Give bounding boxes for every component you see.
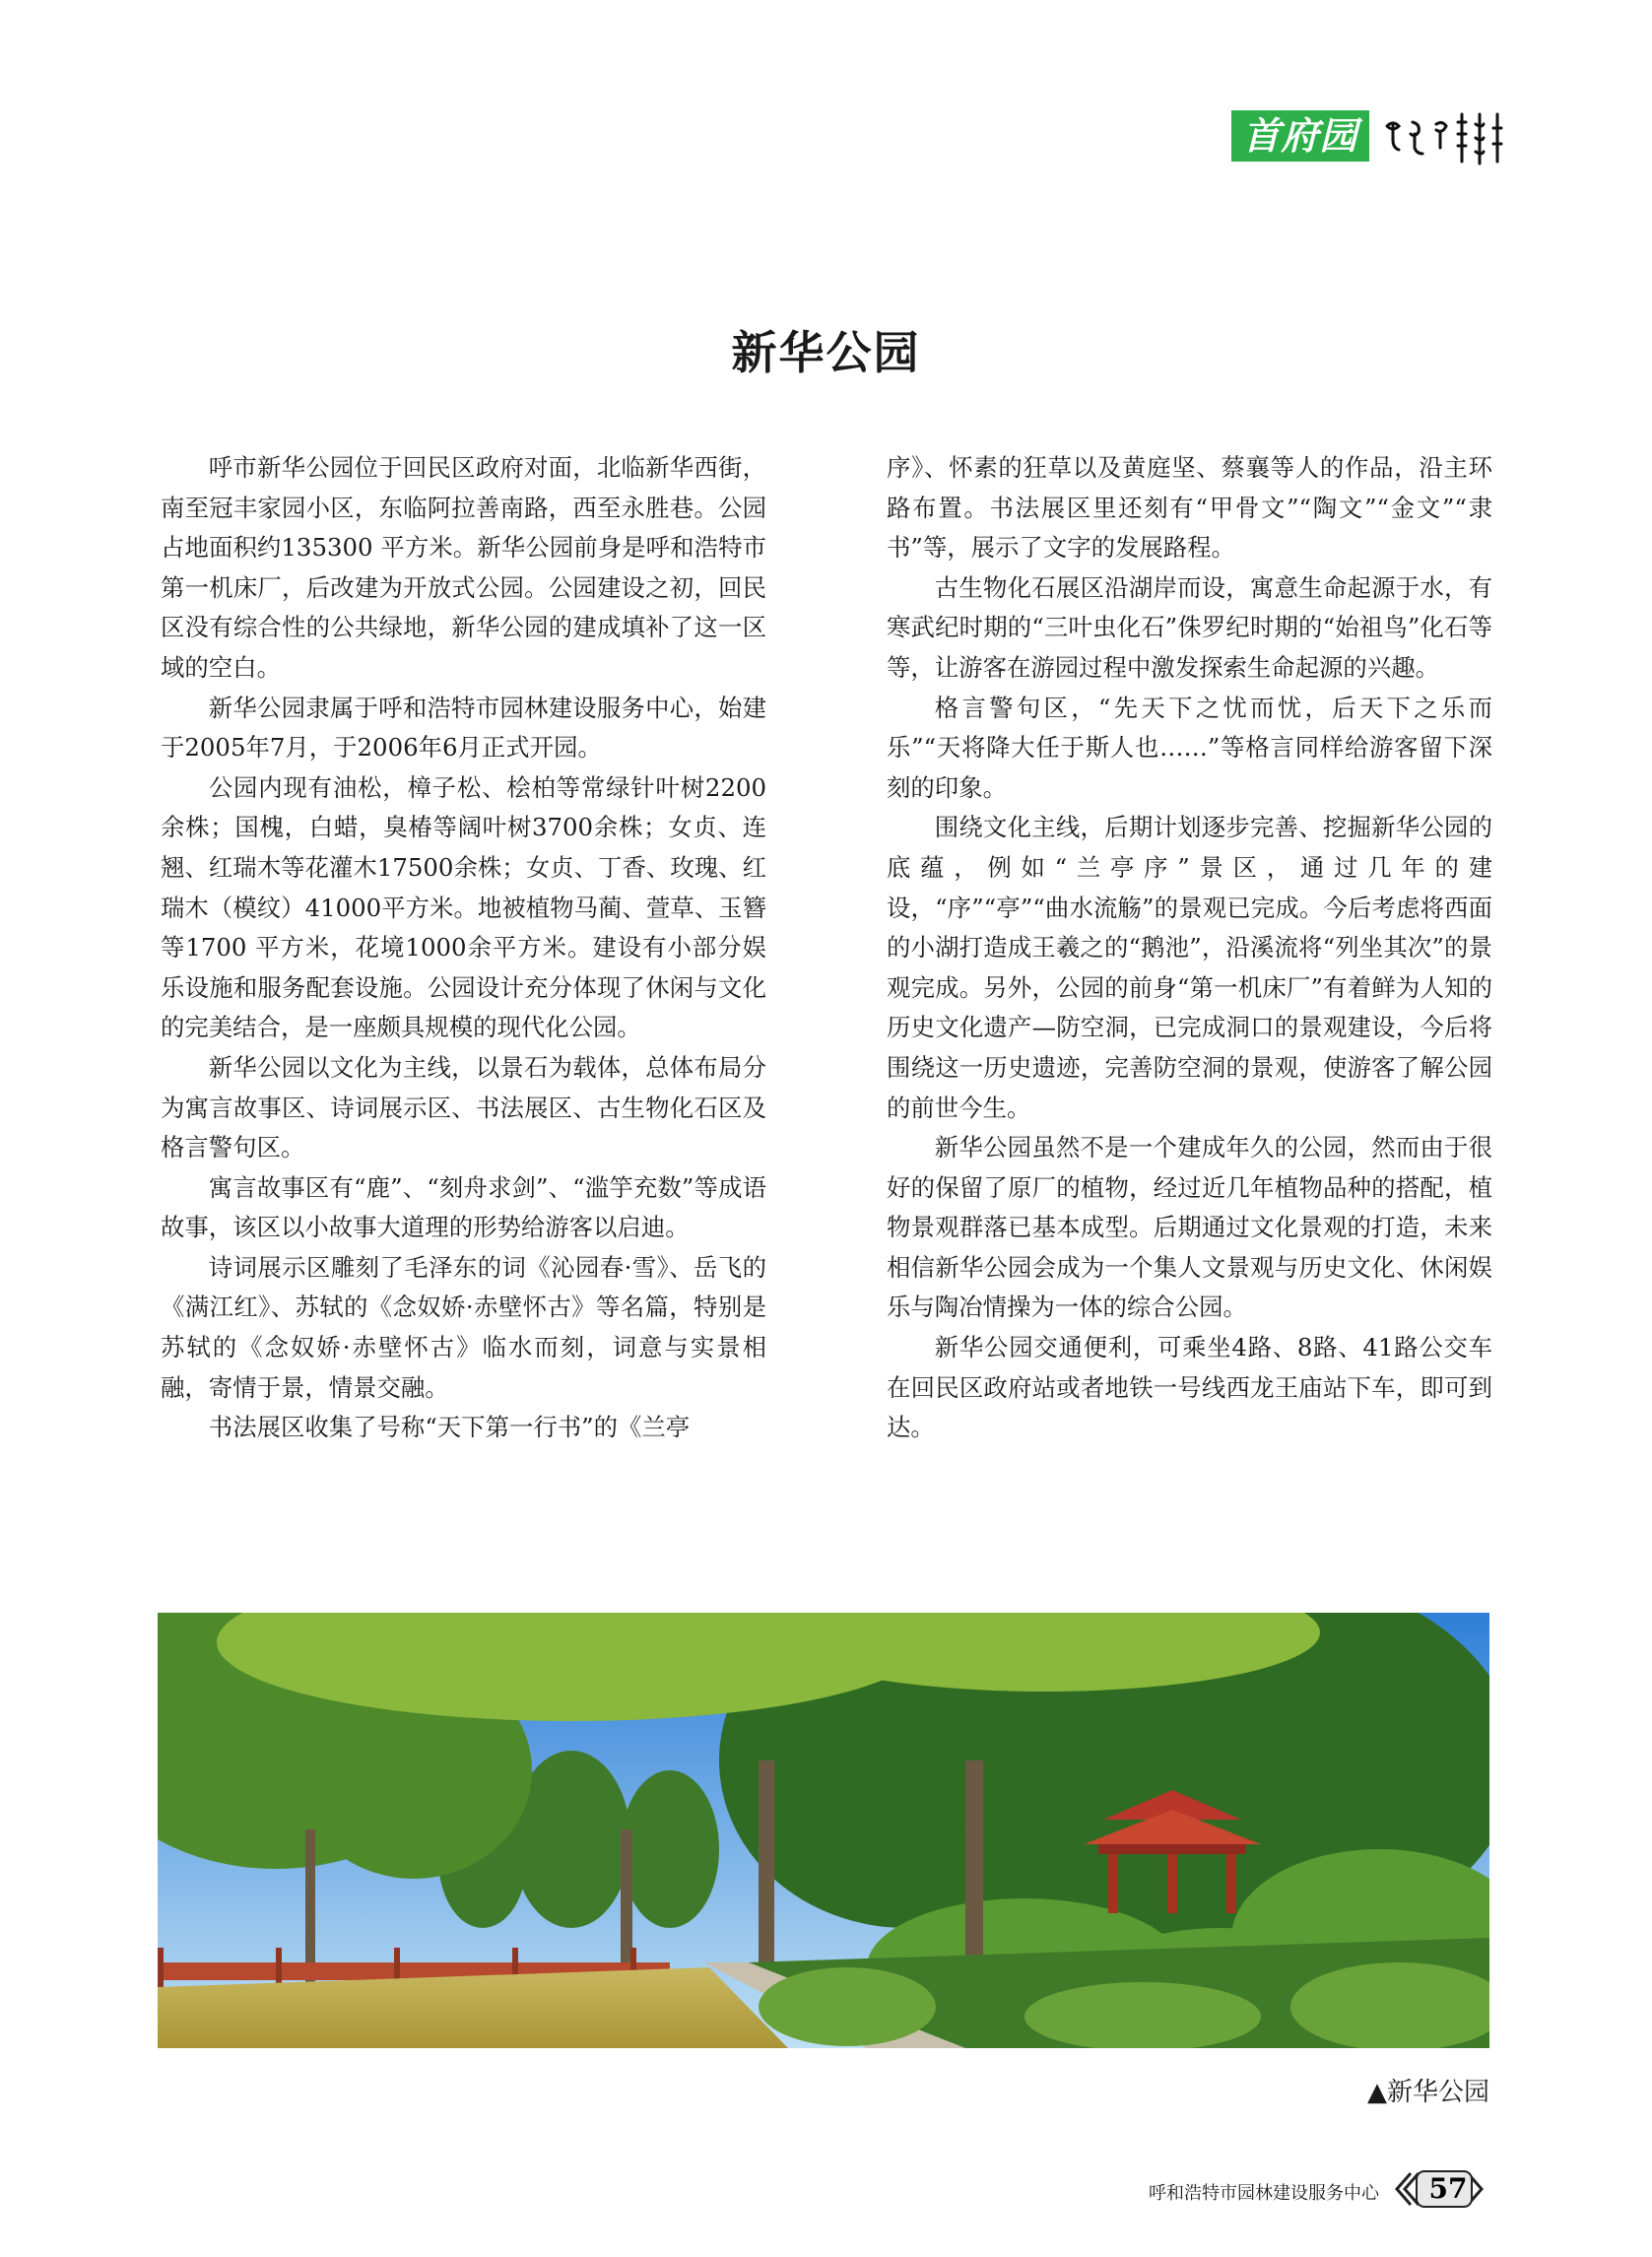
paragraph: 书法展区收集了号称“天下第一行书”的《兰亭	[208, 1413, 691, 1442]
page-number-badge	[1389, 2167, 1497, 2211]
paragraph: 古生物化石展区沿湖岸而设，寓意生命起源于水，有寒武纪时期的“三叶虫化石”侏罗纪时期的“始祖鸟”化石等等，让游客在游园过程中激发探索生命起源的兴趣。	[887, 572, 1492, 682]
paragraph: 诗词展示区雕刻了毛泽东的词《沁园春·雪》、岳飞的《满江红》、苏轼的《念奴娇·赤壁怀古》等名篇，特别是苏轼的《念奴娇·赤壁怀古》临水而刻，词意与实景相融，寄情于景，情景交融。	[161, 1252, 766, 1402]
paragraph: 公园内现有油松，樟子松、桧柏等常绿针叶树2200余株；国槐，白蜡，臭椿等阔叶树3700余株；女贞、连翘、红瑞木等花灌木17500余株；女贞、丁香、玫瑰、红瑞木（模纹）41000平方米。地被植物马蔺、萱草、玉簪等1700 平方米，花境1000余平方米。建设有小部分娱乐设施和服务配套设施。公园设计充分体现了休闲与文化的完美结合，是一座颇具规模的现代化公园。	[161, 772, 766, 1042]
page-title: 新华公园	[731, 326, 921, 379]
section-badge: 首府园林	[1231, 110, 1369, 162]
right-column	[887, 448, 1492, 1448]
mongolian-script-icon	[1379, 108, 1507, 167]
paragraph: 呼市新华公园位于回民区政府对面，北临新华西街，南至冠丰家园小区，东临阿拉善南路，西至永胜巷。公园占地面积约135300 平方米。新华公园前身是呼和浩特市第一机床厂，后改建为开放式公园。公园建设之初，回民区没有综合性的公共绿地，新华公园的建成填补了这一区域的空白。	[161, 453, 766, 682]
left-column	[161, 448, 766, 1448]
paragraph: 格言警句区，“先天下之忧而忧，后天下之乐而乐”“天将降大任于斯人也……”等格言同样给游客留下深刻的印象。	[887, 693, 1492, 802]
paragraph: 围绕文化主线，后期计划逐步完善、挖掘新华公园的底蕴，例如“兰亭序”景区，通过几年的建设，“序”“亭”“曲水流觞”的景观已完成。今后考虑将西面的小湖打造成王羲之的“鹅池”，沿溪流将“列坐其次”的景观完成。另外，公园的前身“第一机床厂”有着鲜为人知的历史文化遗产—防空洞，已完成洞口的景观建设，今后将围绕这一历史遗迹，完善防空洞的景观，使游客了解公园的前世今生。	[887, 813, 1492, 1122]
page-number: 57	[1428, 2172, 1468, 2205]
paragraph: 新华公园以文化为主线，以景石为载体，总体布局分为寓言故事区、诗词展示区、书法展区、古生物化石区及格言警句区。	[161, 1052, 766, 1162]
paragraph-continued: 序》、怀素的狂草以及黄庭坚、蔡襄等人的作品，沿主环路布置。书法展区里还刻有“甲骨文”“陶文”“金文”“隶书”等，展示了文字的发展路程。	[887, 453, 1492, 563]
park-photo	[158, 1613, 1489, 2048]
paragraph: 新华公园隶属于呼和浩特市园林建设服务中心，始建于2005年7月，于2006年6月正式开园。	[161, 693, 766, 763]
paragraph: 新华公园虽然不是一个建成年久的公园，然而由于很好的保留了原厂的植物，经过近几年植物品种的搭配，植物景观群落已基本成型。后期通过文化景观的打造，未来相信新华公园会成为一个集人文景观与历史文化、休闲娱乐与陶冶情操为一体的综合公园。	[887, 1133, 1492, 1322]
footer-organization: 呼和浩特市园林建设服务中心	[1149, 2183, 1379, 2204]
photo-caption: ▲新华公园	[1367, 2078, 1489, 2107]
paragraph: 新华公园交通便利，可乘坐4路、8路、41路公交车在回民区政府站或者地铁一号线西龙王庙站下车，即可到达。	[887, 1333, 1492, 1442]
paragraph: 寓言故事区有“鹿”、“刻舟求剑”、“滥竽充数”等成语故事，该区以小故事大道理的形势给游客以启迪。	[161, 1172, 766, 1242]
